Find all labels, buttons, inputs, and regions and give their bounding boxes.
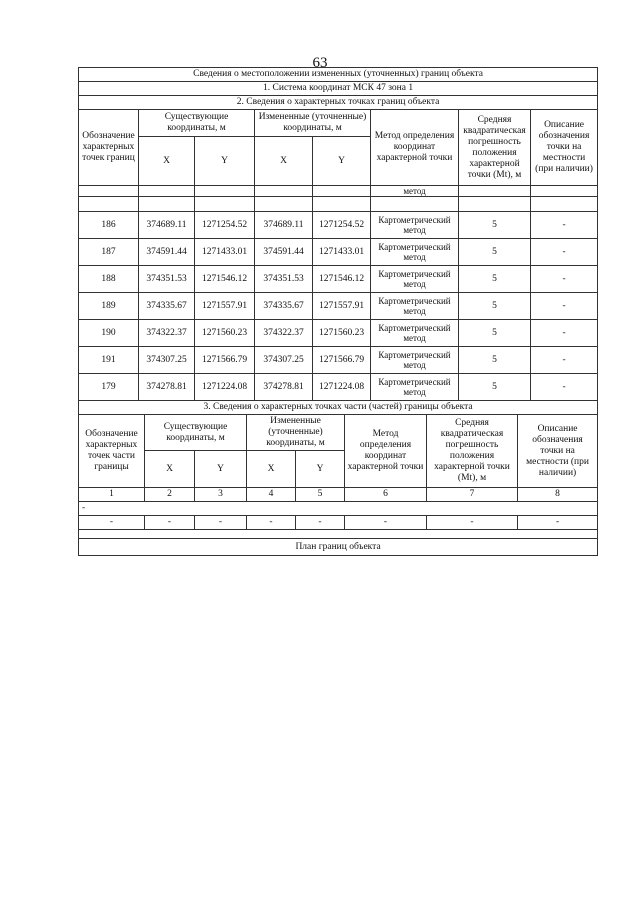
s2-col-existing: Существующие координаты, м xyxy=(139,110,255,137)
table-row: 189 374335.67 1271557.91 374335.67 1271557.91 Картометрический метод 5 - xyxy=(79,293,598,320)
s3-y-existing: Y xyxy=(195,451,247,488)
plan-title: План границ объекта xyxy=(79,539,598,556)
section2-title: 2. Сведения о характерных точках границ объекта xyxy=(79,96,598,110)
s2-col-changed: Измененные (уточненные) координаты, м xyxy=(255,110,371,137)
s2-col-accuracy: Средняя квадратическая погрешность положения характерной точки (Mt), м xyxy=(459,110,531,186)
s2-col-point: Обозначение характерных точек границ xyxy=(79,110,139,186)
s2-x-changed: X xyxy=(255,137,313,186)
s3-col-point: Обозначение характерных точек части границы xyxy=(79,415,145,488)
s2-y-changed: Y xyxy=(313,137,371,186)
s3-col-desc: Описание обозначения точки на местности (при наличии) xyxy=(518,415,598,488)
part-label: - xyxy=(79,502,598,516)
s2-col-desc: Описание обозначения точки на местности (при наличии) xyxy=(531,110,598,186)
table-row: 191 374307.25 1271566.79 374307.25 1271566.79 Картометрический метод 5 - xyxy=(79,347,598,374)
s3-y-changed: Y xyxy=(296,451,345,488)
section3-title: 3. Сведения о характерных точках части (частей) границы объекта xyxy=(79,401,598,415)
table-row: 187 374591.44 1271433.01 374591.44 1271433.01 Картометрический метод 5 - xyxy=(79,239,598,266)
column-numbers-row: 1 2 3 4 5 6 7 8 xyxy=(79,488,598,502)
table-row: - - - - - - - - xyxy=(79,516,598,530)
boundary-document xyxy=(78,67,597,556)
s2-y-existing: Y xyxy=(195,137,255,186)
s2-col-method: Метод определения координат характерной точки xyxy=(371,110,459,186)
page-number: 63 xyxy=(312,55,328,71)
table-row: 188 374351.53 1271546.12 374351.53 1271546.12 Картометрический метод 5 - xyxy=(79,266,598,293)
s3-col-method: Метод определения координат характерной точки xyxy=(345,415,427,488)
s3-col-accuracy: Средняя квадратическая погрешность положения характерной точки (Mt), м xyxy=(427,415,518,488)
boundary-table xyxy=(78,67,598,401)
table-row: 179 374278.81 1271224.08 374278.81 1271224.08 Картометрический метод 5 - xyxy=(79,374,598,401)
s3-x-existing: X xyxy=(145,451,195,488)
s3-x-changed: X xyxy=(247,451,296,488)
document-title: Сведения о местоположении измененных (уточненных) границ объекта xyxy=(79,68,598,82)
part-boundary-table xyxy=(78,400,598,556)
s3-col-changed: Измененные (уточненные) координаты, м xyxy=(247,415,345,451)
s2-continuation: метод xyxy=(371,186,459,197)
coord-system: 1. Система координат МСК 47 зона 1 xyxy=(79,82,598,96)
table-row: 186 374689.11 1271254.52 374689.11 1271254.52 Картометрический метод 5 - xyxy=(79,212,598,239)
s2-x-existing: X xyxy=(139,137,195,186)
s3-col-existing: Существующие координаты, м xyxy=(145,415,247,451)
table-row: 190 374322.37 1271560.23 374322.37 1271560.23 Картометрический метод 5 - xyxy=(79,320,598,347)
